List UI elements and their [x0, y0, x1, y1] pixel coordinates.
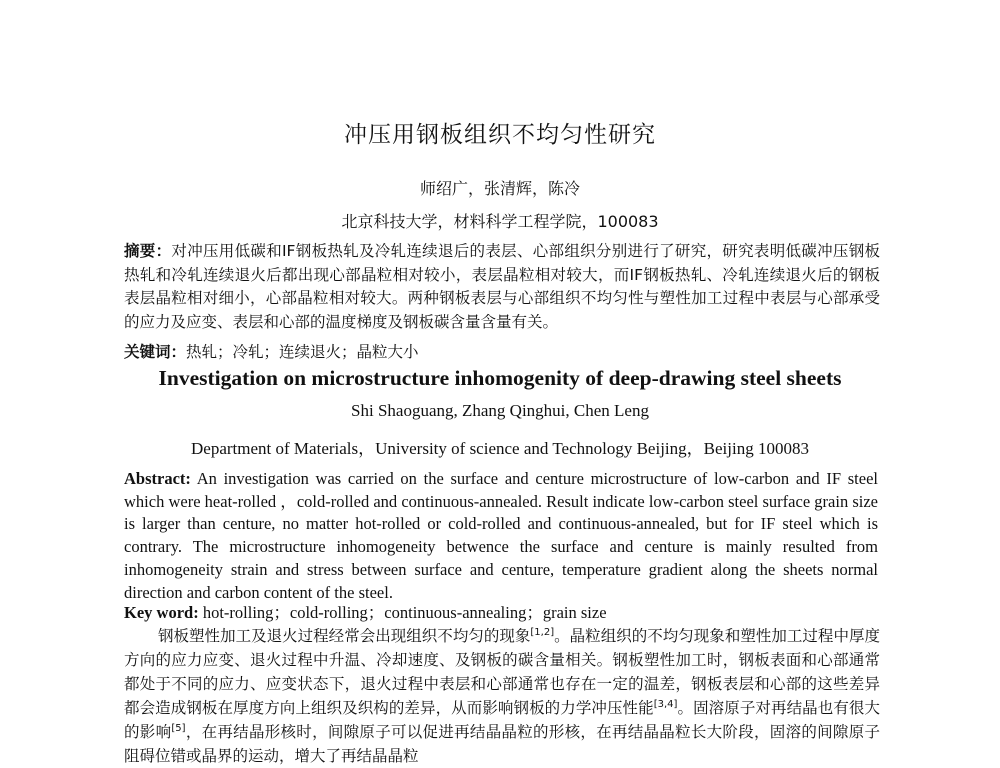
chinese-abstract — [124, 240, 880, 334]
citation-link[interactable]: [3,4] — [653, 698, 678, 710]
body-text-segment: 钢板塑性加工及退火过程经常会出现组织不均匀的现象 — [158, 627, 531, 645]
citation-link[interactable]: [5] — [171, 722, 186, 734]
citation-link[interactable]: [1,2] — [530, 626, 555, 638]
chinese-abstract-label: 摘要： — [124, 242, 172, 260]
body-text-segment: ，在再结晶形核时，间隙原子可以促进再结晶晶粒的形核，在再结晶晶粒长大阶段，固溶的间隙原子阻碍位错或晶界的运动，增大了再结晶晶粒 — [124, 723, 880, 765]
english-abstract — [124, 468, 878, 604]
english-keywords — [124, 602, 878, 624]
english-abstract-text: An investigation was carried on the surface and centure microstructure of low-carbon and IF steel which were heat-rolled ，cold-rolled and continuous-annealed. Result indicate low-carbon steel surface grain size is larger than centure, no matter hot-rolled or cold-rolled and continuous-annealed, but for IF steel which is contrary. The microstructure inhomogeneity betwence the surface and centure is mainly resulted from inhomogeneity strain and stress between surface and centure, temperature gradient along the sheets normal direction and carbon content of the steel. — [124, 469, 878, 602]
english-title: Investigation on microstructure inhomogenity of deep-drawing steel sheets — [158, 366, 842, 390]
chinese-affiliation: 北京科技大学，材料科学工程学院，100083 — [341, 212, 659, 231]
english-affiliation: Department of Materials，University of science and Technology Beijing，Beijing 100083 — [191, 439, 809, 458]
chinese-keywords — [124, 341, 880, 364]
chinese-title: 冲压用钢板组织不均匀性研究 — [344, 122, 656, 148]
body-text-segment: 。固溶原子对再结晶也有很大的影响 — [124, 699, 880, 741]
chinese-abstract-text: 对冲压用低碳和IF钢板热轧及冷轧连续退后的表层、心部组织分别进行了研究，研究表明低碳冲压钢板热轧和冷轧连续退火后都出现心部晶粒相对较小，表层晶粒相对较大，而IF钢板热轧、冷轧连续退火后的钢板表层晶粒相对细小，心部晶粒相对较大。两种钢板表层与心部组织不均匀性与塑性加工过程中表层与心部承受的应力及应变、表层和心部的温度梯度及钢板碳含量含量有关。 — [124, 242, 880, 331]
english-keywords-label: Key word: — [124, 603, 199, 622]
english-abstract-label: Abstract: — [124, 469, 191, 488]
body-paragraph — [124, 624, 880, 768]
english-keywords-text: hot-rolling；cold-rolling；continuous-annealing；grain size — [202, 603, 607, 622]
body-text-segment: 。晶粒组织的不均匀现象和塑性加工过程中厚度方向的应力应变、退火过程中升温、冷却速度、及钢板的碳含量相关。钢板塑性加工时，钢板表面和心部通常都处于不同的应力、应变状态下，退火过程中表层和心部通常也存在一定的温差，钢板表层和心部的这些差异都会造成钢板在厚度方向上组织及织构的差异，从而影响钢板的力学冲压性能 — [124, 627, 880, 717]
chinese-authors: 师绍广，张清辉，陈冷 — [419, 179, 580, 198]
english-authors: Shi Shaoguang, Zhang Qinghui, Chen Leng — [351, 401, 649, 420]
chinese-keywords-text: 热轧；冷轧；连续退火；晶粒大小 — [186, 343, 419, 361]
chinese-keywords-label: 关键词： — [124, 343, 187, 361]
